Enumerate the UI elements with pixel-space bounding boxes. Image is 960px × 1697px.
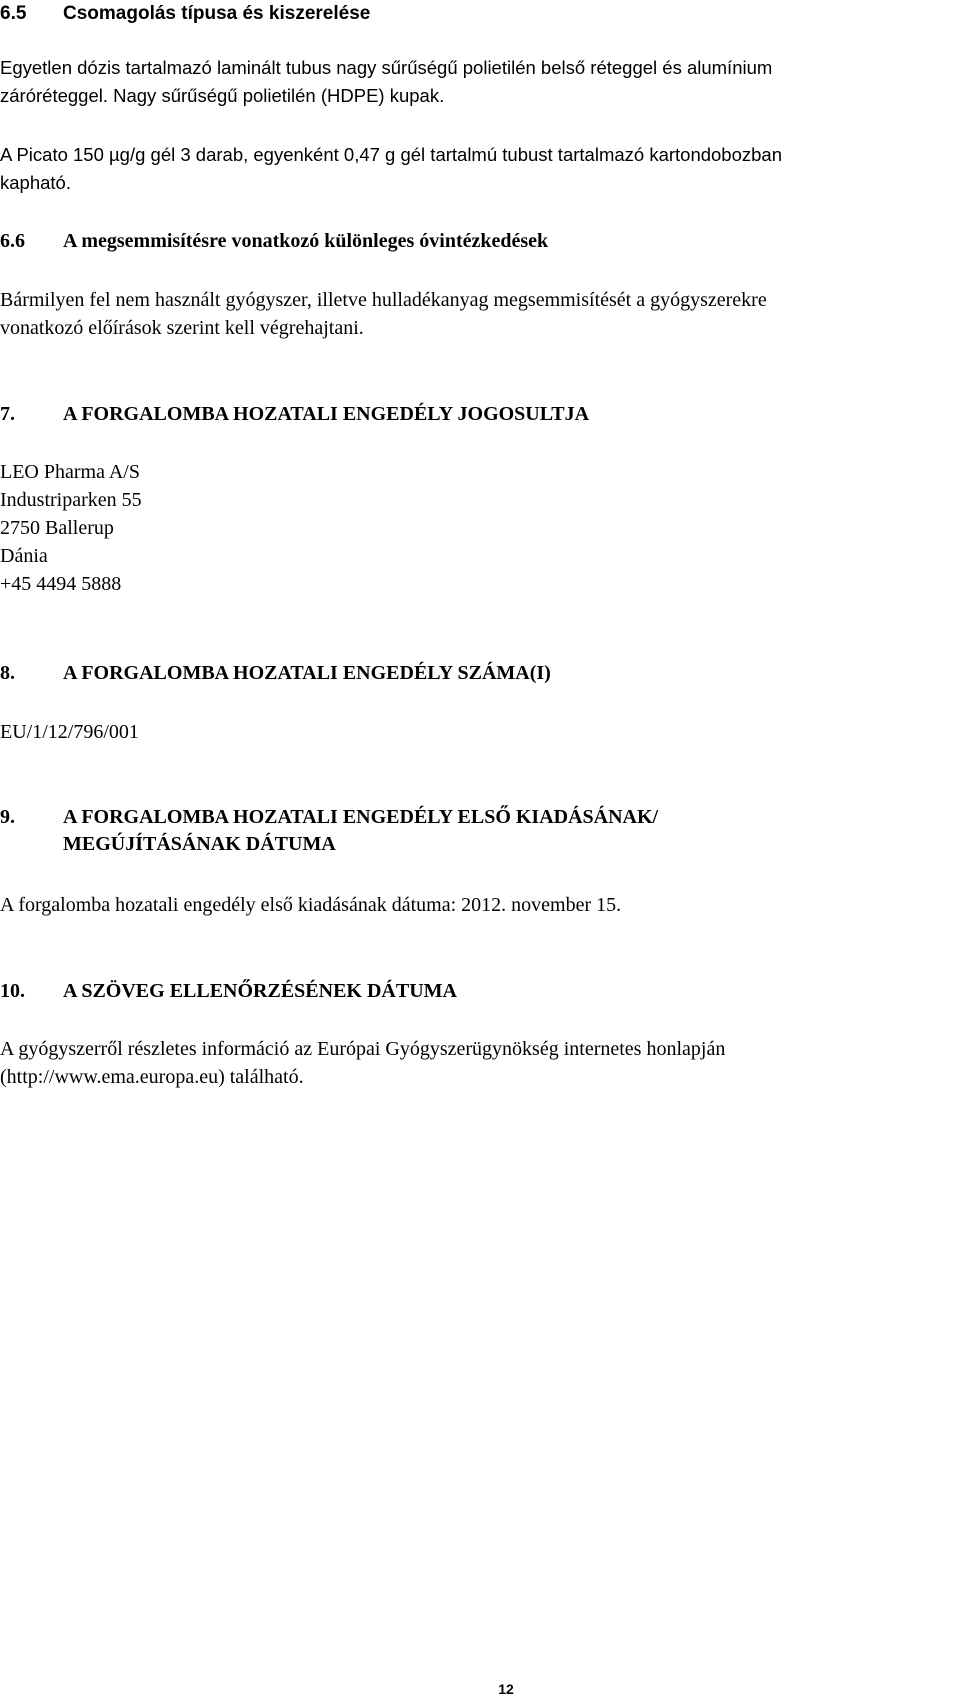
authorisation-number: [0, 718, 960, 746]
section-7-heading: [0, 401, 589, 428]
address-line: Dánia: [0, 545, 48, 567]
text-line: A Picato 150 µg/g gél 3 darab, egyenként 0,47 g gél tartalmú tubust tartalmazó kartondobozban: [0, 144, 783, 165]
title-line: A FORGALOMBA HOZATALI ENGEDÉLY ELSŐ KIADÁSÁNAK/: [63, 806, 659, 828]
section-6-5-pack-size-paragraph: [0, 141, 960, 197]
section-6-5-heading: [0, 0, 370, 27]
section-number: 10.: [0, 980, 25, 1002]
marketing-authorisation-holder-address: [0, 458, 960, 598]
address-line: 2750 Ballerup: [0, 517, 114, 539]
address-line: Industriparken 55: [0, 489, 142, 511]
section-title: A FORGALOMBA HOZATALI ENGEDÉLY JOGOSULTJA: [63, 403, 590, 425]
section-title: Csomagolás típusa és kiszerelése: [63, 3, 371, 24]
section-6-6-disposal-paragraph: [0, 286, 960, 342]
section-10-heading: [0, 978, 457, 1005]
text-line: A gyógyszerről részletes információ az Európai Gyógyszerügynökség internetes honlapján: [0, 1038, 726, 1060]
section-title: A megsemmisítésre vonatkozó különleges óvintézkedések: [63, 230, 549, 252]
text-line: záróréteggel. Nagy sűrűségű polietilén (HDPE) kupak.: [0, 85, 445, 106]
section-title: A FORGALOMBA HOZATALI ENGEDÉLY SZÁMA(I): [63, 662, 551, 684]
section-number: 8.: [0, 662, 15, 684]
text-line: Egyetlen dózis tartalmazó laminált tubus nagy sűrűségű polietilén belső réteggel és alumínium: [0, 57, 773, 78]
title-line: MEGÚJÍTÁSÁNAK DÁTUMA: [63, 833, 336, 855]
section-number: 7.: [0, 403, 15, 425]
text-line: vonatkozó előírások szerint kell végrehajtani.: [0, 317, 364, 339]
section-title: A SZÖVEG ELLENŐRZÉSÉNEK DÁTUMA: [63, 980, 457, 1002]
section-8-heading: [0, 660, 551, 687]
page-number: 12: [498, 1681, 514, 1697]
section-6-5-packaging-paragraph: [0, 54, 960, 110]
section-9-date-paragraph: [0, 891, 960, 919]
address-line: LEO Pharma A/S: [0, 461, 140, 483]
address-line: +45 4494 5888: [0, 573, 122, 595]
text-line: kapható.: [0, 172, 71, 193]
section-6-6-heading: [0, 228, 548, 255]
text-line: Bármilyen fel nem használt gyógyszer, illetve hulladékanyag megsemmisítését a gyógyszerekre: [0, 289, 767, 311]
text-line: (http://www.ema.europa.eu) található.: [0, 1066, 304, 1088]
section-number: 9.: [0, 806, 15, 828]
text-line: EU/1/12/796/001: [0, 721, 139, 743]
text-line: A forgalomba hozatali engedély első kiadásának dátuma: 2012. november 15.: [0, 894, 622, 916]
section-9-heading: [0, 804, 658, 858]
section-10-info-paragraph: [0, 1035, 960, 1091]
section-number: 6.6: [0, 230, 25, 252]
section-number: 6.5: [0, 3, 27, 24]
section-title: [63, 804, 658, 858]
